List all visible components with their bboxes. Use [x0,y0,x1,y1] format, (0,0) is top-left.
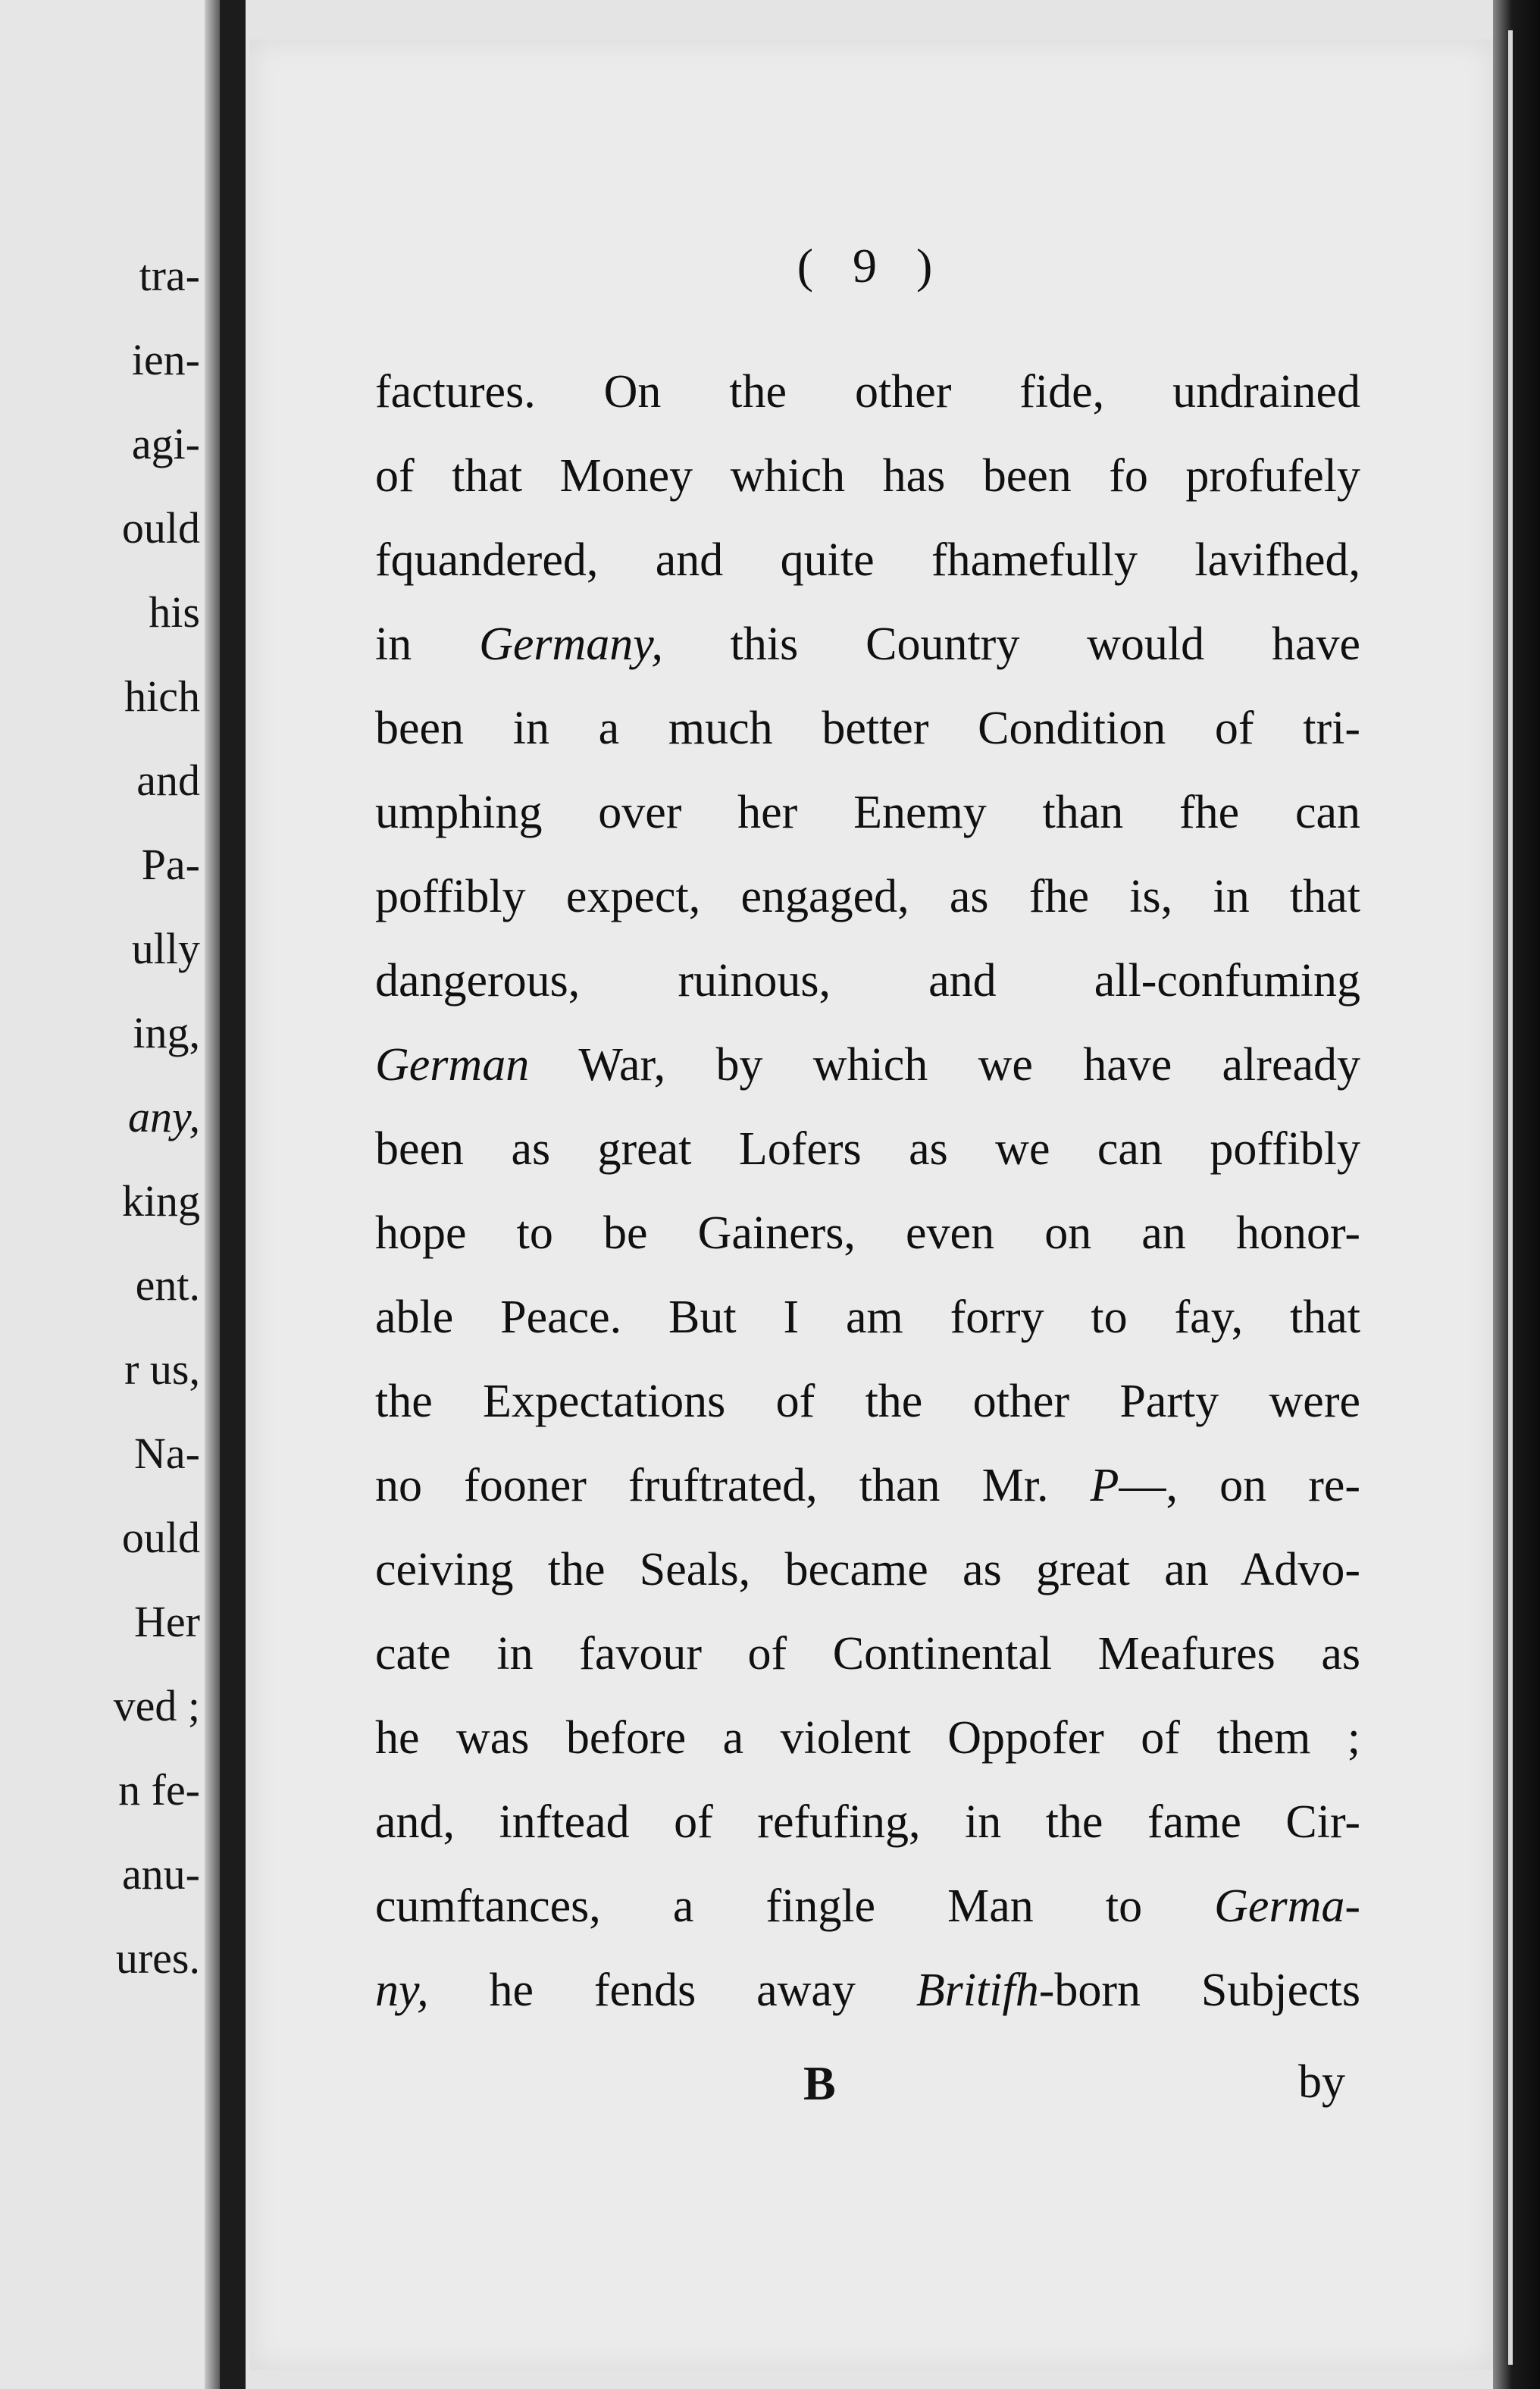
text-line [375,687,1360,771]
left-page-line: Her [134,1597,200,1646]
text-segment: factures. On the other fide, undrained [375,366,1360,418]
text-line [375,1696,1360,1780]
text-segment: ceiving the Seals, became as great an Advo- [375,1544,1360,1595]
text-segment: cumftances, a fingle Man to [375,1880,1215,1932]
text-segment: this Country would have [662,618,1360,670]
text-line [375,1360,1360,1444]
left-page-line: and [136,756,200,805]
text-segment: the Expectations of the other Party were [375,1376,1360,1427]
left-page-line: ent. [135,1260,200,1310]
text-segment: of that Money which has been fo profufely [375,450,1360,502]
text-line [375,518,1360,603]
left-page-line: ved ; [113,1681,200,1730]
main-page [250,39,1493,2370]
left-page-line: agi- [131,419,200,468]
text-line [375,1276,1360,1360]
text-segment: poffibly expect, engaged, as fhe is, in that [375,871,1360,922]
text-line [375,771,1360,855]
italic-text: Germa- [1214,1880,1360,1932]
left-page [0,0,205,2389]
page-edge-highlight [1508,30,1513,2365]
left-page-line: ully [131,924,200,973]
text-line [375,1528,1360,1612]
italic-text: Britifh [916,1965,1039,2016]
text-segment: been in a much better Condition of tri- [375,703,1360,754]
text-segment: hope to be Gainers, even on an honor- [375,1207,1360,1259]
gutter [220,0,246,2389]
italic-text: Germany, [479,618,663,670]
text-line [375,350,1360,434]
body-text [375,350,1360,2033]
text-segment: he fends away [428,1965,916,2016]
text-segment: cate in favour of Continental Meafures as [375,1628,1360,1680]
page-edge [1493,0,1540,2389]
text-line [375,939,1360,1023]
italic-text: P [1090,1460,1119,1511]
text-line [375,434,1360,518]
text-segment: umphing over her Enemy than fhe can [375,787,1360,838]
text-segment: been as great Lofers as we can poffibly [375,1123,1360,1175]
text-segment: he was before a violent Oppofer of them ; [375,1712,1360,1764]
left-page-line: Pa- [141,840,200,889]
gutter-shadow [205,0,220,2389]
text-line [375,1107,1360,1191]
left-page-line: ing, [133,1008,200,1057]
text-line [375,1191,1360,1276]
text-segment: -born Subjects [1038,1965,1360,2016]
left-page-line: ould [121,503,200,553]
text-segment: fquandered, and quite fhamefully lavifhed, [375,534,1360,586]
text-line [375,1023,1360,1107]
text-segment: in [375,618,480,670]
text-line [375,1612,1360,1696]
text-line [375,1865,1360,1949]
text-segment: no fooner fruftrated, than Mr. [375,1460,1091,1511]
text-line [375,855,1360,939]
catchword: by [1298,2056,1345,2108]
text-segment: dangerous, ruinous, and all-confuming [375,955,1360,1007]
left-page-line: anu- [121,1849,200,1899]
text-segment: able Peace. But I am forry to fay, that [375,1292,1360,1343]
text-segment: —, on re- [1119,1460,1360,1511]
text-line [375,1949,1360,2033]
left-page-line: his [149,587,200,637]
left-page-line: n fe- [118,1765,200,1814]
left-page-line: king [121,1176,200,1226]
left-page-line: ien- [131,335,200,384]
left-page-line: hich [124,672,200,721]
left-page-line: Na- [134,1429,200,1478]
left-page-line: ures. [115,1933,200,1983]
left-page-line: any, [127,1092,200,1141]
italic-text: German [375,1039,530,1091]
text-segment: War, by which we have already [529,1039,1360,1091]
italic-text: ny, [375,1965,429,2016]
text-line [375,1780,1360,1865]
left-page-line: tra- [139,251,200,300]
left-page-line: r us, [124,1345,200,1394]
page-number: ( 9 ) [797,239,947,293]
left-page-line: ould [121,1513,200,1562]
text-segment: and, inftead of refufing, in the fame Cir- [375,1796,1360,1848]
text-line [375,1444,1360,1528]
signature-mark: B [803,2056,836,2110]
text-line [375,603,1360,687]
